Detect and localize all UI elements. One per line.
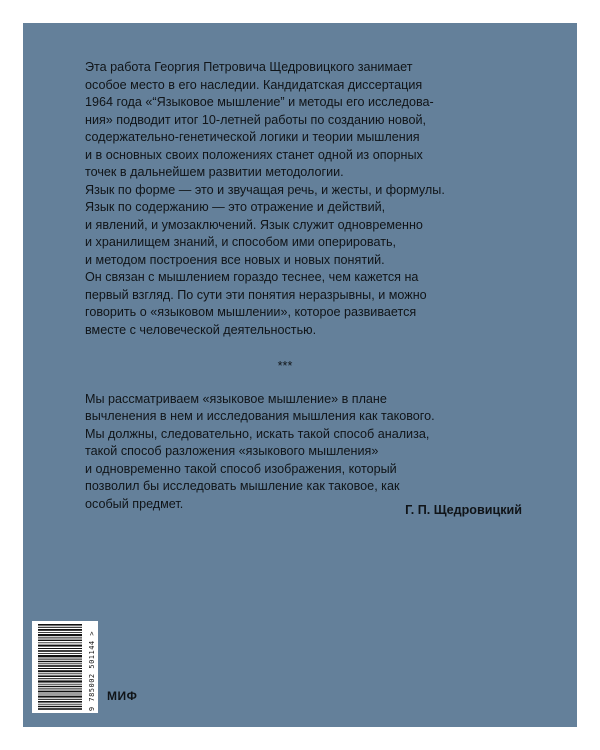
- barcode-bars-icon: [38, 624, 82, 710]
- isbn-number: 9 785002 501144 >: [88, 630, 96, 712]
- description-paragraph: Эта работа Георгия Петровича Щедровицкого занимает особое место в его наследии. Кандидатская диссертация 1964 года «“Языковое мышление” и методы его исследова- ния» подводит итог 10-летней работы по созданию новой, содержательно-генетической логики и теории мышления и в основных своих положениях станет одной из опорных точек в дальнейшем развитии методологии. Язык по форме — это и звучащая речь, и жесты, и формулы. Язык по содержанию — это отражение и действий, и явлений, и умозаключений. Язык служит одновременно и хранилищем знаний, и способом ими оперировать, и методом построения все новых и новых понятий. Он связан с мышлением гораздо теснее, чем кажется на первый взгляд. По сути эти понятия неразрывны, и можно говорить о «языковом мышлении», которое развивается вместе с человеческой деятельностью.: [85, 60, 445, 337]
- isbn-barcode: [32, 621, 98, 713]
- section-separator: ***: [277, 359, 293, 373]
- publisher-logo: МИФ: [107, 689, 138, 703]
- cover-text-block: [85, 59, 485, 513]
- author-signature: Г. П. Щедровицкий: [405, 503, 522, 517]
- quote-paragraph: Мы рассматриваем «языковое мышление» в плане вычленения в нем и исследования мышления как такового. Мы должны, следовательно, искать такой способ анализа, такой способ разложения «языкового мышления» и одновременно такой способ изображения, который позволил бы исследовать мышление как таковое, как особый предмет.: [85, 391, 435, 511]
